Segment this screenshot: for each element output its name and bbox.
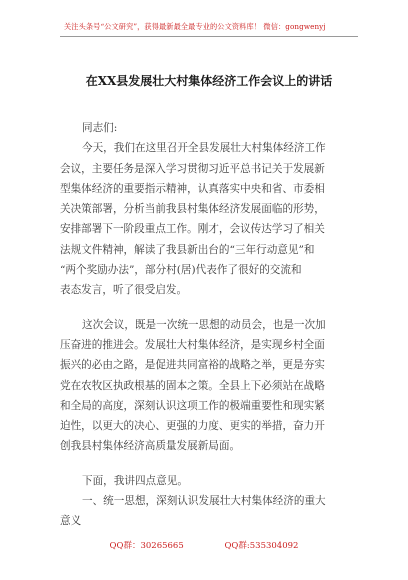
qq-group-2: QQ群:535304092 bbox=[224, 541, 299, 551]
header-divider bbox=[60, 36, 358, 37]
document-title: 在XX县发展壮大村集体经济工作会议上的讲话 bbox=[85, 74, 333, 88]
document-body bbox=[60, 118, 350, 532]
body-line: 这次会议，既是一次统一思想的动员会，也是一次加 bbox=[82, 318, 326, 331]
footer-contact bbox=[0, 539, 408, 551]
body-line: 党在农牧区执政根基的固本之策。全县上下必须站在战略 bbox=[60, 379, 325, 392]
body-line: 法规文件精神，解读了我县新出台的“三年行动意见”和 bbox=[60, 243, 315, 256]
header-promo-note: 关注头条号“公文研究”，获得最新最全最专业的公文资料库！ 微信：gongwenyj bbox=[64, 22, 326, 31]
body-line: 压奋进的推进会。发展壮大村集体经济，是实现乡村全面 bbox=[60, 338, 325, 351]
qq-group-1: QQ群：30265665 bbox=[109, 541, 184, 551]
body-line: “两个奖励办法”，部分村(居)代表作了很好的交流和 bbox=[60, 264, 302, 277]
body-line: 和全局的高度，深刻认识这项工作的极端重要性和现实紧 bbox=[60, 399, 325, 412]
body-line: 振兴的必由之路，是促进共同富裕的战略之举，更是夯实 bbox=[60, 359, 325, 372]
body-line: 今天，我们在这里召开全县发展壮大村集体经济工作 bbox=[82, 142, 326, 155]
section-heading-cont: 意义 bbox=[60, 515, 82, 528]
body-line: 会议，主要任务是深入学习贯彻习近平总书记关于发展新 bbox=[60, 162, 325, 175]
body-line: 表态发言，听了很受启发。 bbox=[60, 284, 188, 297]
body-line: 型集体经济的重要指示精神，认真落实中央和省、市委相 bbox=[60, 182, 325, 195]
salutation: 同志们: bbox=[82, 122, 118, 134]
body-line: 创我县村集体经济高质量发展新局面。 bbox=[60, 440, 241, 453]
paragraph-gap bbox=[82, 457, 350, 471]
paragraph-gap bbox=[82, 301, 350, 315]
body-line: 下面，我讲四点意见。 bbox=[82, 474, 188, 487]
body-line: 安排部署下一阶段重点工作。刚才，会议传达学习了相关 bbox=[60, 223, 325, 236]
section-heading: 一、统一思想，深刻认识发展壮大村集体经济的重大 bbox=[82, 495, 326, 508]
body-line: 关决策部署，分析当前我县村集体经济发展面临的形势， bbox=[60, 203, 325, 216]
body-line: 迫性，以更大的决心、更强的力度、更实的举措，奋力开 bbox=[60, 420, 325, 433]
